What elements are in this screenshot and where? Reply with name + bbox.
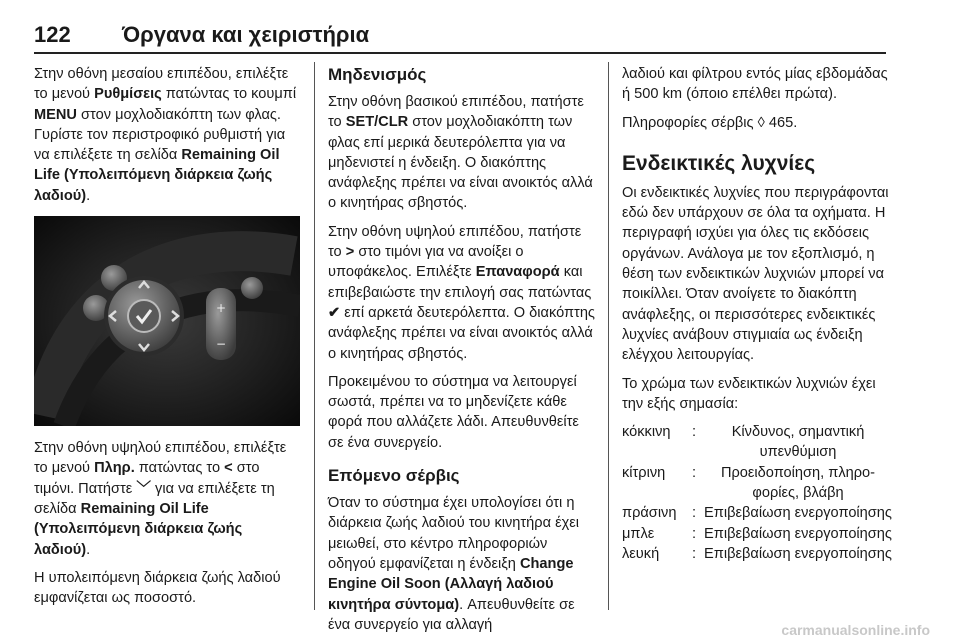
text: στον μοχλοδιακόπτη των φλας επί μερικά δευτερόλεπτα για να μηδενιστεί η ένδειξη. Ο διακόπτης ανάφλεξης πρέπει να είναι ανοικτός αλλά ο κινητήρας σβηστός. [328, 114, 593, 212]
svg-text:+: + [215, 301, 227, 316]
menu-label: Πληρ. [94, 460, 135, 477]
paragraph [328, 92, 598, 214]
text: επί αρκετά δευτερόλεπτα. Ο διακόπτης ανάφλεξης πρέπει να είναι ανοικτός αλλά ο κινητήρας σβηστός. [328, 304, 595, 362]
text: Στην οθόνη μεσαίου επιπέδου, επιλέξτε το μενού [34, 66, 289, 103]
legend-key: κόκκινη [622, 424, 671, 441]
legend-value: Προειδοποίηση, πληροφορίες, βλάβη [720, 464, 876, 502]
header-rule [34, 52, 886, 54]
legend-key: πράσινη [622, 505, 677, 522]
legend-separator: : [692, 424, 697, 441]
column-divider [608, 62, 609, 610]
legend-key: λευκή [622, 545, 660, 562]
text: και επιβεβαιώστε την επιλογή σας πατώντας [328, 264, 592, 301]
menu-label: Ρυθμίσεις [94, 86, 162, 103]
svg-text:−: − [215, 337, 227, 352]
mute-button-icon [241, 277, 263, 299]
paragraph: Προκειμένου το σύστημα να λειτουργεί σωστά, πρέπει να το μηδενίζετε κάθε φορά που αλλάζετε λάδι. Απευθυνθείτε σε ένα συνεργείο. [328, 373, 579, 451]
color-legend [622, 422, 894, 564]
paragraph: Το χρώμα των ενδεικτικών λυχνιών έχει την εξής σημασία: [622, 375, 876, 412]
paragraph [34, 438, 300, 560]
paragraph: Η υπολειπόμενη διάρκεια ζωής λαδιού εμφανίζεται ως ποσοστό. [34, 569, 281, 607]
text: Όταν το σύστημα έχει υπολογίσει ότι η διάρκεια ζωής λαδιού του κινητήρα έχει μειωθεί, στο κέντρο πληροφοριών οδηγού εμφανίζεται η ένδειξη [328, 495, 579, 572]
page-header [34, 12, 886, 50]
paragraph: λαδιού και φίλτρου εντός μίας εβδομάδας ή 500 km (όποιο επέλθει πρώτα). [622, 66, 888, 103]
legend-key: κίτρινη [622, 464, 666, 481]
section-heading: Μηδενισμός [328, 65, 427, 84]
legend-value: Επιβεβαίωση ενεργοποίησης [704, 545, 892, 562]
legend-value: Επιβεβαίωση ενεργοποίησης [704, 505, 892, 522]
column-3 [622, 64, 894, 564]
right-arrow-icon: > [345, 244, 355, 261]
text: πατώντας το κουμπί [161, 86, 297, 103]
paragraph [328, 493, 598, 635]
column-1 [34, 64, 300, 616]
message-label: Change Engine Oil Soon (Αλλαγή λαδιού κινητήρα σύντομα) [328, 555, 574, 613]
legend-separator: : [692, 545, 697, 562]
column-2 [328, 64, 598, 643]
column-divider [314, 62, 315, 610]
page-title: Όργανα και χειριστήρια [122, 22, 370, 47]
button-label: MENU [34, 106, 77, 123]
text: στον μοχλοδιακόπτη των φλας. Γυρίστε τον περιστροφικό ρυθμιστή για να επιλέξετε τη σελίδα [34, 106, 286, 164]
legend-value: Επιβεβαίωση ενεργοποίησης [704, 525, 892, 542]
legend-separator: : [692, 505, 697, 522]
paragraph: Οι ενδεικτικές λυχνίες που περιγράφονται εδώ δεν υπάρχουν σε όλα τα οχήματα. Η περιγραφή ισχύει για όλες τις εκδόσεις οργάνων. Ανάλογα με τον εξοπλισμό, η θέση των ενδεικτικών λυχνιών μπορεί να ποικίλλει. Όταν ανοίγετε το διακόπτη ανάφλεξης, οι περισσότερες ενδεικτικές λυχνίες ανάβουν στιγμιαία ως ένδειξη ελέγχου λειτουργίας. [622, 184, 889, 364]
paragraph [328, 222, 598, 364]
left-arrow-icon: < [224, 460, 233, 477]
text: . [86, 187, 91, 204]
checkmark-icon: ✔ [328, 304, 341, 321]
section-heading: Επόμενο σέρβις [328, 466, 460, 486]
page-label: Remaining Oil Life (Υπολειπόμενη διάρκεια ζωής λαδιού) [34, 147, 280, 204]
text: . Απευθυνθείτε σε ένα συνεργείο για αλλαγή [328, 596, 575, 633]
text: στο τιμόνι για να ανοίξει ο υποφάκελος. Επιλέξτε [328, 244, 524, 281]
text: Στην οθόνη υψηλού επιπέδου, πατήστε το [328, 223, 582, 261]
watermark: carmanualsonline.info [781, 622, 930, 638]
text: στο τιμόνι. Πατήστε [34, 460, 260, 497]
text: Στην οθόνη βασικού επιπέδου, πατήστε το [328, 94, 584, 131]
menu-label: Επαναφορά [475, 264, 560, 281]
text: Πληροφορίες σέρβις [622, 114, 758, 131]
legend-value: Κίνδυνος, σημαντική υπενθύμιση [731, 424, 865, 461]
paragraph [34, 64, 300, 206]
button-label: SET/CLR [345, 114, 409, 131]
page-label: Remaining Oil Life (Υπολειπόμενη διάρκεια ζωής λαδιού) [34, 500, 243, 558]
down-arrow-icon: ﹀ [136, 480, 151, 497]
steering-wheel-controls-image [34, 216, 300, 426]
page-number: 122 [34, 22, 71, 47]
reference-arrow-icon: ◊ [757, 114, 765, 131]
ok-button-icon [128, 300, 160, 332]
page-reference: 465. [764, 114, 798, 131]
legend-separator: : [692, 525, 697, 542]
section-heading: Ενδεικτικές λυχνίες [622, 151, 816, 175]
legend-key: μπλε [622, 525, 655, 542]
text: . [86, 541, 91, 558]
text: πατώντας το [134, 460, 225, 477]
text: για να επιλέξετε τη σελίδα [34, 480, 275, 517]
text: Στην οθόνη υψηλού επιπέδου, επιλέξτε το μενού [34, 440, 287, 477]
paragraph [622, 113, 894, 133]
legend-separator: : [692, 464, 697, 481]
